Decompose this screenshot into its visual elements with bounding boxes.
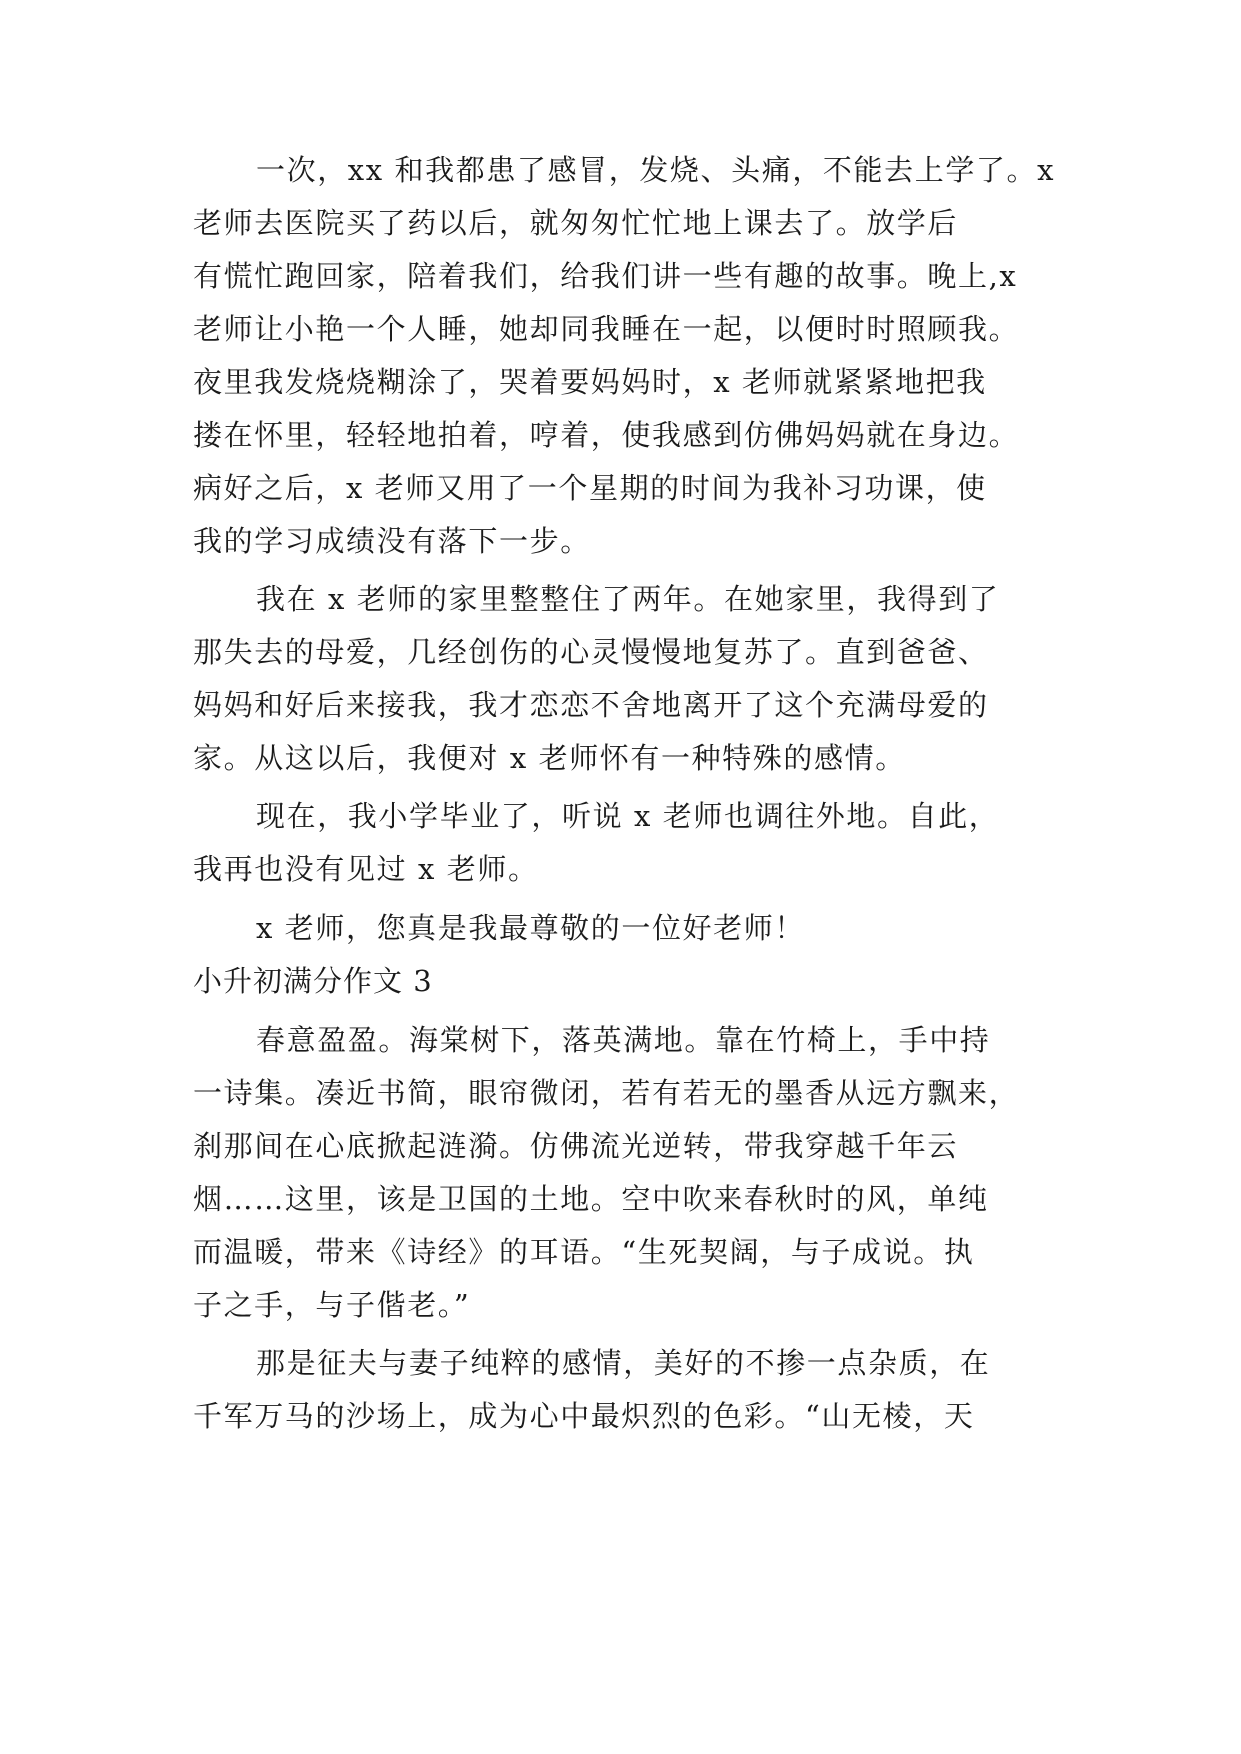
text-line: x 老师，您真是我最尊敬的一位好老师！: [256, 911, 805, 945]
text-line: 有慌忙跑回家，陪着我们，给我们讲一些有趣的故事。晚上,x: [193, 259, 1018, 293]
text-line: 老师让小艳一个人睡，她却同我睡在一起，以便时时照顾我。: [193, 312, 1020, 346]
text-line: 那是征夫与妻子纯粹的感情，美好的不掺一点杂质，在: [256, 1346, 991, 1380]
text-line: 那失去的母爱，几经创伤的心灵慢慢地复苏了。直到爸爸、: [193, 635, 989, 669]
text-line: 子之手，与子偕老。”: [193, 1288, 471, 1322]
text-line: 夜里我发烧烧糊涂了，哭着要妈妈时，x 老师就紧紧地把我: [193, 365, 987, 399]
section-heading: 小升初满分作文 3: [193, 964, 433, 998]
text-line: 春意盈盈。海棠树下，落英满地。靠在竹椅上，手中持: [256, 1023, 991, 1057]
text-line: 家。从这以后，我便对 x 老师怀有一种特殊的感情。: [193, 741, 906, 775]
text-line: 妈妈和好后来接我，我才恋恋不舍地离开了这个充满母爱的: [193, 688, 989, 722]
text-line: 刹那间在心底掀起涟漪。仿佛流光逆转，带我穿越千年云: [193, 1129, 959, 1163]
text-line: 搂在怀里，轻轻地拍着，哼着，使我感到仿佛妈妈就在身边。: [193, 418, 1020, 452]
text-line: 一次，xx 和我都患了感冒，发烧、头痛，不能去上学了。x: [256, 153, 1056, 187]
text-line: 烟……这里，该是卫国的土地。空中吹来春秋时的风，单纯: [193, 1182, 989, 1216]
text-line: 千军万马的沙场上，成为心中最炽烈的色彩。“山无棱，天: [193, 1399, 975, 1433]
text-line: 而温暖，带来《诗经》的耳语。“生死契阔，与子成说。执: [193, 1235, 975, 1269]
text-line: 老师去医院买了药以后，就匆匆忙忙地上课去了。放学后: [193, 206, 959, 240]
text-line: 我在 x 老师的家里整整住了两年。在她家里，我得到了: [256, 582, 1000, 616]
text-line: 我的学习成绩没有落下一步。: [193, 524, 591, 558]
text-line: 一诗集。凑近书简，眼帘微闭，若有若无的墨香从远方飘来，: [193, 1076, 1020, 1110]
text-line: 病好之后，x 老师又用了一个星期的时间为我补习功课，使: [193, 471, 987, 505]
text-line: 我再也没有见过 x 老师。: [193, 852, 539, 886]
text-line: 现在，我小学毕业了，听说 x 老师也调往外地。自此，: [256, 799, 1000, 833]
